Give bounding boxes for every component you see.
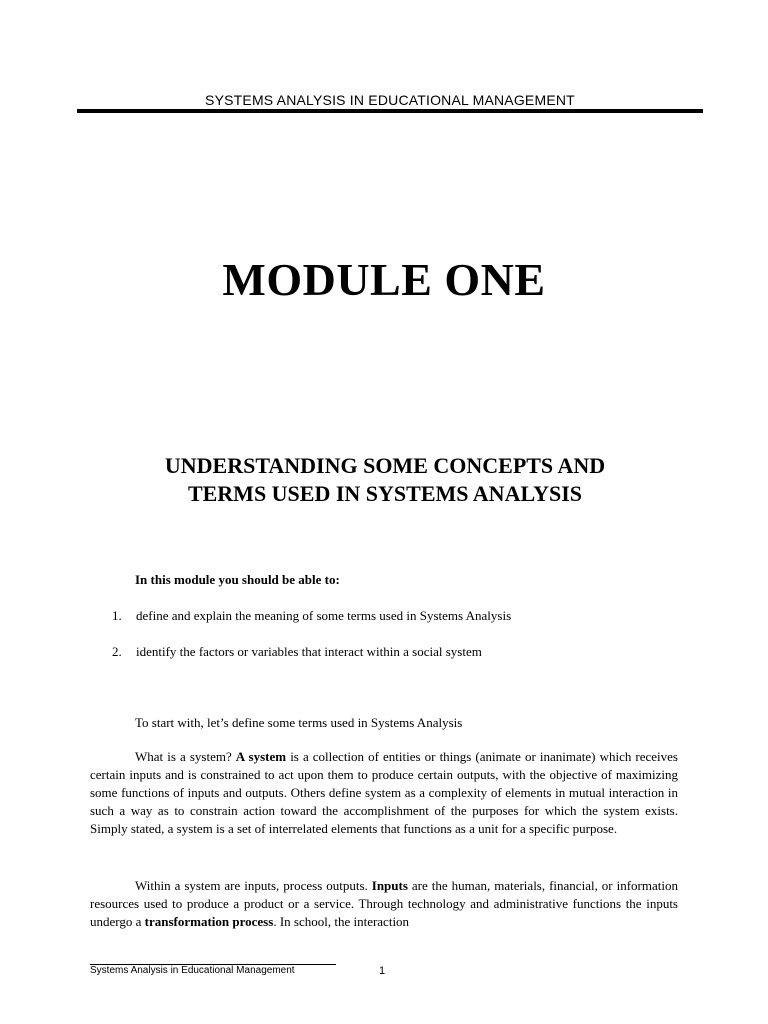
paragraph-text: . In school, the interaction — [273, 914, 410, 929]
running-header: SYSTEMS ANALYSIS IN EDUCATIONAL MANAGEMENT — [205, 92, 575, 108]
objective-text: define and explain the meaning of some terms used in Systems Analysis — [136, 608, 512, 623]
page-number: 1 — [379, 965, 386, 977]
intro-sentence: To start with, let’s define some terms used in Systems Analysis — [135, 715, 463, 730]
module-subtitle-line-2: TERMS USED IN SYSTEMS ANALYSIS — [187, 481, 583, 506]
footer-title: Systems Analysis in Educational Management — [90, 965, 295, 976]
paragraph-text: Within a system are inputs, process outputs. — [135, 878, 372, 893]
paragraph-inputs — [90, 877, 678, 931]
paragraph-text: is a collection of entities or things (animate or inanimate) which receives certain inputs and is constrained to act upon them to produce certain outputs, with the objective of maximizing some functions of inputs and outputs. Others define system as a complexity of elements in mutual interaction in such a way as to constrain action toward the accomplishment of the purposes for which the system exists. Simply stated, a system is a set of interrelated elements that functions as a unit for a specific purpose. — [90, 749, 678, 836]
term-a-system: A system — [235, 749, 287, 764]
term-inputs: Inputs — [371, 878, 408, 893]
objective-number: 1. — [112, 608, 122, 623]
module-subtitle-line-1: UNDERSTANDING SOME CONCEPTS AND — [164, 453, 606, 478]
term-transformation-process: transformation process — [144, 914, 274, 929]
paragraph-system-definition — [90, 748, 678, 838]
paragraph-text: What is a system? — [135, 749, 236, 764]
paragraph-text: are the human, materials, financial, or information resources used to produce a product or a service. Through technology and administrative functions the inputs undergo a — [90, 878, 678, 929]
module-subtitle — [90, 452, 680, 508]
objective-item — [112, 644, 482, 660]
header-rule — [77, 109, 703, 113]
objective-text: identify the factors or variables that interact within a social system — [136, 644, 482, 659]
objective-number: 2. — [112, 644, 122, 659]
module-title: MODULE ONE — [222, 254, 546, 305]
objectives-heading: In this module you should be able to: — [135, 572, 340, 587]
objective-item — [112, 608, 511, 624]
